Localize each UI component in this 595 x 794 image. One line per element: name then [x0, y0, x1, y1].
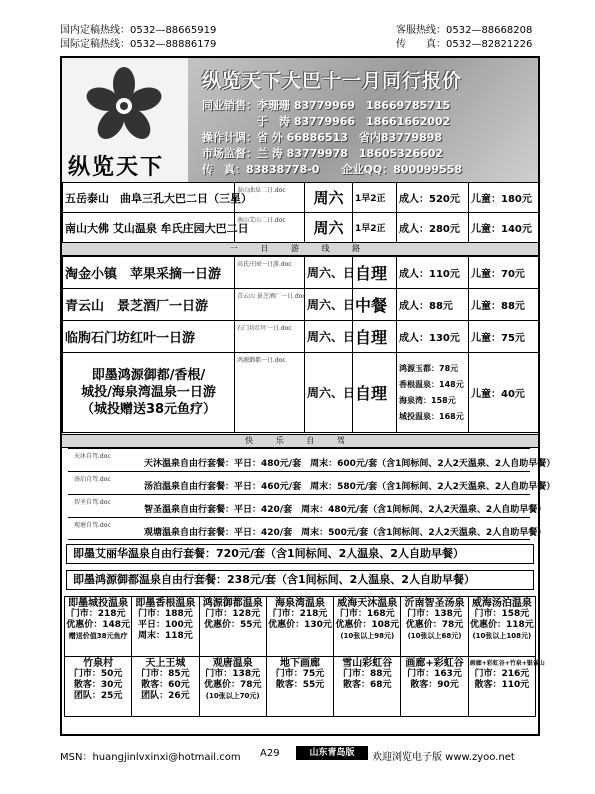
banner-contacts — [202, 98, 532, 178]
trip-name-line: 城投/海泉湾温泉一日游 — [81, 385, 216, 400]
grid-line: 团队：25元 — [73, 691, 123, 701]
trip-day: 周六、日 — [305, 321, 353, 353]
self-drive-item — [68, 471, 556, 494]
one-day-table — [62, 256, 539, 433]
contact-line: 市场监督：兰 涛 83779978 18605326602 — [202, 147, 444, 160]
trip-doc[interactable]: 高氏庄园一日游.doc — [235, 257, 305, 289]
self-drive-item — [68, 448, 556, 471]
trip-name-line: 即墨鸿源御都/香根/ — [91, 368, 206, 383]
grid-line: 优惠价：130元 — [268, 620, 332, 630]
grid-cell — [132, 597, 199, 657]
self-drive-doc[interactable]: 汤泊自驾.doc — [74, 476, 111, 483]
brand-name: 纵览天下 — [68, 154, 165, 180]
grid-line: 门市：163元 — [407, 669, 462, 679]
grid-line: 优惠价：78元 — [405, 620, 464, 630]
trip-day: 周六 — [305, 213, 353, 243]
grid-cell — [65, 597, 132, 657]
page-number: A29 — [260, 748, 280, 759]
trip-child-price: 儿童：40元 — [469, 353, 539, 433]
self-drive-item — [68, 517, 547, 540]
banner — [62, 58, 538, 182]
grid-line: 优惠价：108元 — [335, 620, 400, 630]
grid-title: 天上王城 — [145, 658, 186, 669]
trip-meal: 中餐 — [353, 289, 397, 321]
grid-line: 散客：30元 — [73, 680, 123, 690]
self-drive-text: 观塘温泉自由行套餐：平日：420/套 周末：500元/套（含1间标间、2人2天温泉、2人自助早餐） — [144, 528, 547, 538]
trip-doc[interactable]: 青云山 景芝酒厂一日.doc — [235, 289, 305, 321]
self-drive-item — [68, 494, 547, 517]
self-drive-doc[interactable]: 观塘自驾.doc — [74, 522, 111, 529]
msn-contact: MSN：huangjinlvxinxi@hotmail.com — [60, 752, 241, 763]
website-link[interactable]: 欢迎浏览电子版 www.zyoo.net — [372, 752, 515, 763]
grid-line: 门市：218元 — [272, 609, 328, 619]
grid-line: 团队：26元 — [141, 691, 190, 701]
contact-line: 操作计调：省 外 66886513 省内83779898 — [202, 131, 443, 144]
self-drive-list — [68, 448, 556, 540]
trip-adult-price: 成人：88元 — [397, 289, 469, 321]
trip-meal: 1早2正 — [353, 183, 397, 213]
grid-title: 地下画廊 — [279, 658, 320, 669]
trip-row-spa — [63, 353, 539, 433]
trip-doc[interactable]: 石门坊红叶一日.doc — [235, 321, 305, 353]
trip-meal: 1早2正 — [353, 213, 397, 243]
grid-cell — [468, 657, 545, 717]
two-day-table — [62, 182, 539, 243]
banner-title: 纵览天下大巴十一月同行报价 — [202, 70, 463, 92]
grid-line: 门市：75元 — [275, 669, 325, 679]
self-drive-text: 汤泊温泉自由行套餐：平日：460元/套 周末：580元/套（含1间标间、2人2天温泉、2人自助早餐） — [144, 482, 556, 492]
trip-child-price: 儿童：140元 — [469, 213, 539, 243]
trip-row — [63, 257, 539, 289]
grid-title: 画廊+彩虹谷 — [405, 658, 464, 669]
grid-cell — [334, 597, 401, 657]
contact-line: 传 真：83838778-0 企业QQ：800099558 — [202, 163, 463, 176]
ad-frame — [60, 56, 556, 736]
trip-meal: 自理 — [353, 321, 397, 353]
trip-meal: 自理 — [353, 353, 397, 433]
trip-child-price: 儿童：180元 — [469, 183, 539, 213]
trip-name: 临朐石门坊红叶一日游 — [63, 321, 235, 353]
grid-line: 门市：128元 — [205, 609, 261, 619]
grid-cell — [65, 657, 132, 717]
self-drive-text: 智圣温泉自由行套餐：平日：420/套 周末：480元/套（含1间标间、2人2天温泉、2人自助早餐） — [144, 505, 547, 515]
spa-price-grid — [64, 596, 545, 717]
trip-name: 淘金小镇 苹果采摘一日游 — [63, 257, 235, 289]
grid-line: 门市：158元 — [474, 609, 530, 619]
trip-name: 南山大佛 艾山温泉 牟氏庄园大巴二日 — [63, 213, 235, 243]
grid-line: 散客：60元 — [141, 680, 190, 690]
trip-child-price: 儿童：75元 — [469, 321, 539, 353]
self-drive-section-header: 快 乐 自 驾 — [62, 434, 538, 448]
grid-title: 即墨香根温泉 — [135, 598, 196, 609]
trip-doc[interactable]: 南山艾山二日.doc — [235, 213, 305, 243]
grid-row — [65, 597, 536, 657]
trip-name: 五岳泰山 曲阜三孔大巴二日（三星） — [63, 183, 235, 213]
one-day-section-header: 一 日 游 线 路 — [62, 242, 538, 256]
grid-line: (10张以上68元) — [407, 632, 462, 640]
grid-title: 即墨城投温泉 — [68, 598, 129, 609]
contact-line: 于 涛 83779966 18661662002 — [202, 115, 451, 128]
trip-day: 周六、日 — [305, 353, 353, 433]
trip-child-price: 儿童：88元 — [469, 289, 539, 321]
grid-line: (10张以上98元) — [340, 632, 395, 640]
trip-row — [63, 183, 539, 213]
grid-cell — [199, 657, 266, 717]
service-hotline: 客服热线：0532—88668208 — [396, 25, 533, 36]
intl-hotline: 国际定稿热线：0532—88886179 — [60, 39, 217, 50]
grid-line: 门市：85元 — [141, 669, 190, 679]
two-day-trips — [62, 182, 538, 243]
logo-box — [62, 58, 188, 182]
trip-adult-price: 成人：130元 — [397, 321, 469, 353]
trip-doc[interactable]: 鸿源御都一日.doc — [235, 353, 305, 433]
self-drive-text: 天沐温泉自由行套餐：平日：480元/套 周末：600元/套（含1间标间、2人2天温泉、2人自助早餐） — [144, 459, 556, 469]
grid-title: 雪山彩虹谷 — [342, 658, 393, 669]
grid-line: 优惠价：78元 — [203, 680, 262, 690]
grid-line: 门市：138元 — [205, 669, 261, 679]
trip-row — [63, 213, 539, 243]
grid-title: 沂南智圣汤泉 — [404, 598, 465, 609]
fax-line: 传 真：0532—82821226 — [396, 39, 533, 50]
trip-name: 青云山 景芝酒厂一日游 — [63, 289, 235, 321]
grid-line: 散客：55元 — [275, 680, 325, 690]
trip-adult-price: 成人：520元 — [397, 183, 469, 213]
spa-price: 海泉湾：158元 — [399, 395, 456, 405]
grid-line: 门市：50元 — [73, 669, 123, 679]
one-day-trips — [62, 256, 538, 433]
trip-name — [63, 353, 235, 433]
grid-title: 威海汤泊温泉 — [471, 598, 532, 609]
grid-line: (10张以上70元) — [205, 692, 260, 700]
grid-line: (10张以上108元) — [472, 632, 532, 640]
trip-day: 周六、日 — [305, 289, 353, 321]
grid-line: 门市：188元 — [138, 609, 193, 619]
grid-line: 优惠价：118元 — [469, 620, 534, 630]
trip-child-price: 儿童：70元 — [469, 257, 539, 289]
grid-line: 散客：110元 — [474, 680, 530, 690]
spa-price: 城投温泉：168元 — [399, 411, 464, 421]
package-offer: 即墨艾丽华温泉自由行套餐：720元/套（含1间标间、2人温泉、2人自助早餐） — [66, 544, 534, 564]
grid-line: 散客：90元 — [410, 680, 459, 690]
grid-cell — [401, 597, 468, 657]
trip-name-line: （城投赠送38元鱼疗） — [80, 402, 217, 417]
grid-cell — [468, 597, 535, 657]
grid-cell — [132, 657, 199, 717]
trip-meal: 自理 — [353, 257, 397, 289]
self-drive-doc[interactable]: 天沐自驾.doc — [74, 453, 111, 460]
grid-title: 威海天沐温泉 — [337, 598, 398, 609]
grid-cell — [266, 597, 333, 657]
grid-cell — [199, 597, 266, 657]
grid-line: 平日：100元 — [138, 620, 193, 630]
grid-line: 门市：138元 — [407, 609, 462, 619]
trip-day: 周六 — [305, 183, 353, 213]
grid-line: 优惠价：148元 — [66, 620, 131, 630]
trip-day: 周六、日 — [305, 257, 353, 289]
grid-cell — [266, 657, 333, 717]
grid-line: 优惠价：55元 — [203, 620, 262, 630]
grid-line: 门市：218元 — [70, 609, 126, 619]
grid-cell — [334, 657, 401, 717]
contact-line: 同业销售：李珊珊 83779969 18669785715 — [202, 99, 451, 112]
spa-prices — [397, 353, 469, 433]
spa-price: 香根温泉：148元 — [399, 379, 464, 389]
spa-price: 鸿源玉都：78元 — [399, 363, 459, 373]
self-drive-doc[interactable]: 智圣自驾.doc — [74, 499, 111, 506]
edition-label: 山东青岛版 — [296, 746, 368, 760]
grid-line: 散客：68元 — [343, 680, 392, 690]
grid-line: 门市：216元 — [474, 669, 530, 679]
grid-line: 门市：168元 — [339, 609, 395, 619]
grid-row — [65, 657, 536, 717]
trip-row — [63, 289, 539, 321]
grid-line: 周末：118元 — [138, 631, 193, 641]
grid-title: 鸿源御都温泉 — [202, 598, 263, 609]
trip-adult-price: 成人：110元 — [397, 257, 469, 289]
package-offer: 即墨鸿源御都温泉自由行套餐：238元/套（含1间标间、2人温泉、2人自助早餐） — [66, 570, 534, 590]
grid-title: 观唐温泉 — [212, 658, 253, 669]
grid-line: 赠送价值38元鱼疗 — [68, 632, 128, 640]
grid-title: 海泉湾温泉 — [274, 598, 325, 609]
trip-doc[interactable]: 泰山曲阜二日.doc — [235, 183, 305, 213]
trip-adult-price: 成人：280元 — [397, 213, 469, 243]
domestic-hotline: 国内定稿热线：0532—88665919 — [60, 25, 217, 36]
trip-row — [63, 321, 539, 353]
grid-line: 门市：88元 — [343, 669, 392, 679]
grid-cell — [401, 657, 468, 717]
grid-title: 竹泉村 — [83, 658, 114, 669]
flower-logo-icon — [84, 66, 164, 146]
grid-title: 画廊+彩虹谷+竹泉+银雀山 — [469, 660, 545, 667]
